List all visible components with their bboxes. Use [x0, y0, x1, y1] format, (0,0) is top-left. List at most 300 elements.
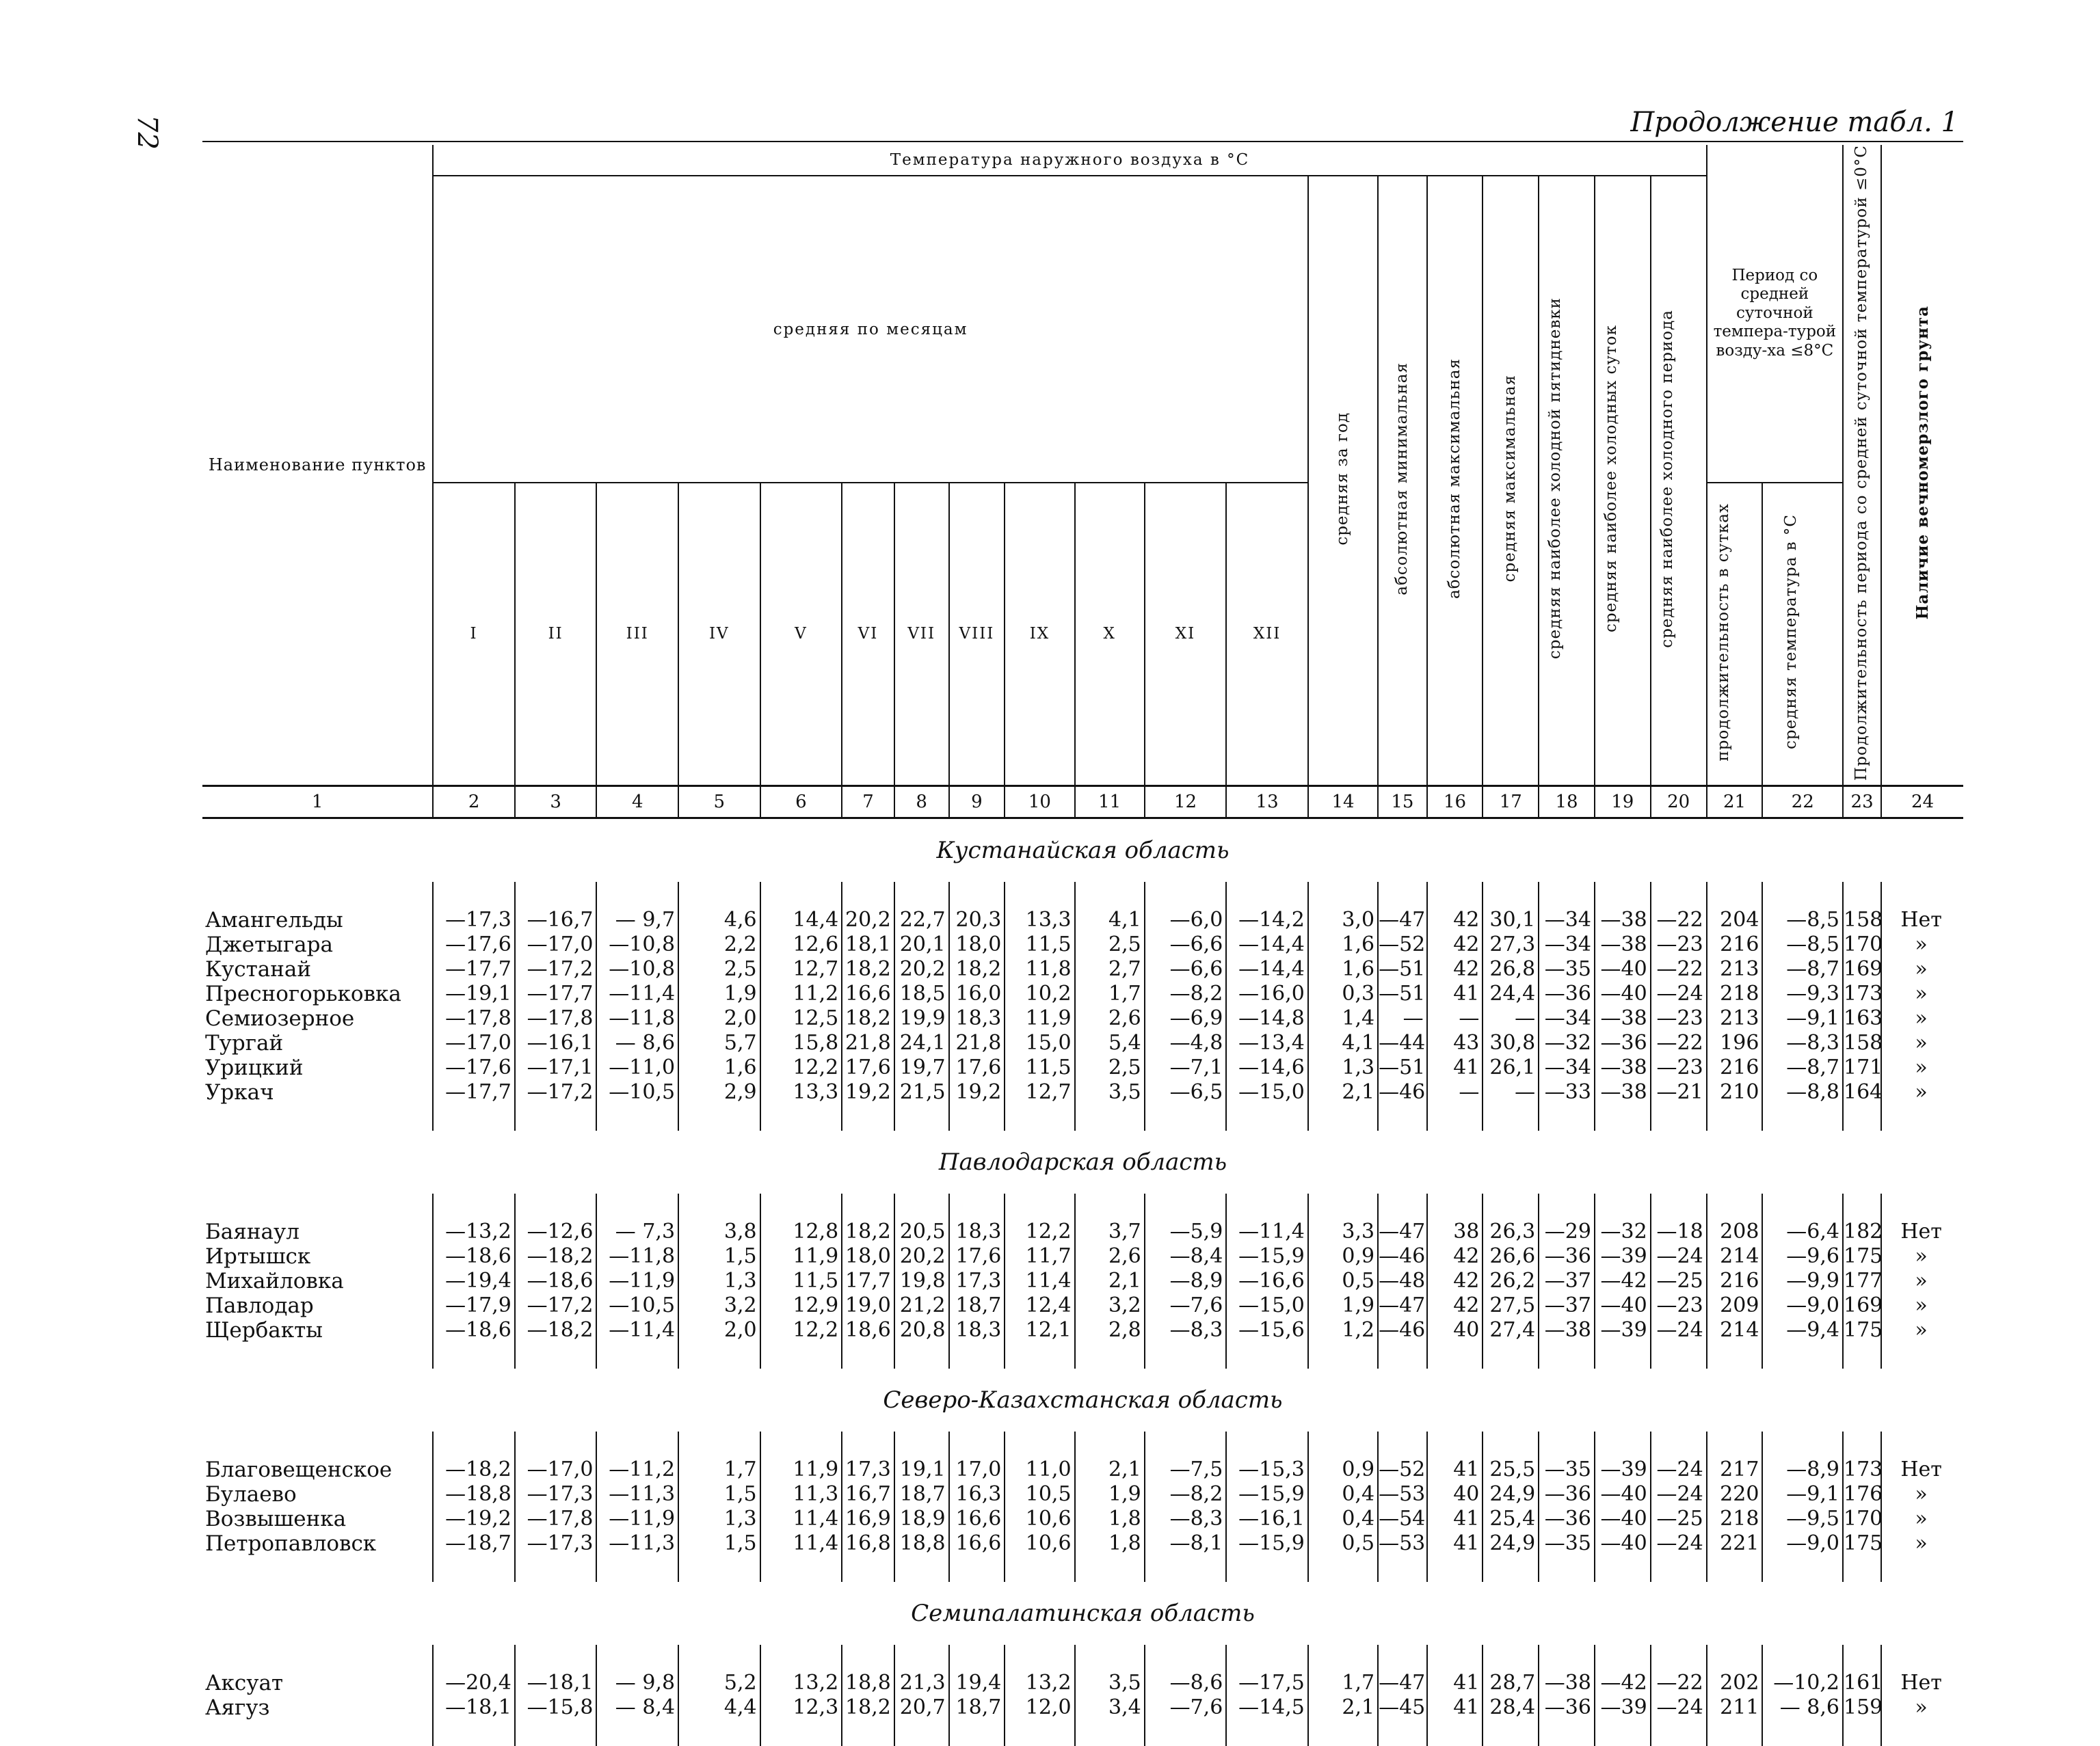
table-cell: —17,0	[433, 1031, 515, 1056]
station-name: Михайловка	[205, 1268, 344, 1293]
table-row	[202, 1671, 1963, 1695]
month-header: IV	[678, 483, 760, 785]
table-cell: —5,9	[1145, 1220, 1227, 1244]
table-cell: —7,5	[1145, 1458, 1227, 1482]
monthly-group-header: средняя по месяцам	[433, 176, 1308, 483]
table-cell: —15,0	[1226, 1293, 1308, 1318]
month-header: I	[433, 483, 515, 785]
table-cell: —15,6	[1226, 1318, 1308, 1343]
column-number: 6	[760, 785, 842, 818]
table-cell: —8,3	[1145, 1507, 1227, 1531]
table-cell: 4,4	[678, 1695, 760, 1720]
table-cell: 24,9	[1483, 1482, 1539, 1507]
table-cell: »	[1881, 1318, 1963, 1343]
table-cell: —8,9	[1145, 1269, 1227, 1293]
table-cell: 20,7	[894, 1695, 949, 1720]
table-cell: —11,0	[596, 1056, 678, 1080]
col24-header	[1881, 145, 1963, 785]
table-cell: —13,2	[433, 1220, 515, 1244]
table-row	[202, 1531, 1963, 1556]
table-cell: »	[1881, 1080, 1963, 1105]
table-cell: 1,8	[1075, 1531, 1145, 1556]
table-row	[202, 1031, 1963, 1056]
table-cell: —8,1	[1145, 1531, 1227, 1556]
table-cell: —52	[1378, 1458, 1427, 1482]
table-cell: —17,1	[515, 1056, 597, 1080]
table-cell: 42	[1427, 908, 1483, 932]
table-cell: —40	[1595, 1507, 1651, 1531]
station-name: Амангельды	[205, 907, 343, 932]
table-row	[202, 982, 1963, 1006]
table-cell: 2,0	[678, 1006, 760, 1031]
table-cell: 5,2	[678, 1671, 760, 1695]
table-cell: —42	[1595, 1269, 1651, 1293]
table-cell: 11,9	[760, 1244, 842, 1269]
table-cell: —6,6	[1145, 957, 1227, 982]
table-cell: 216	[1707, 932, 1763, 957]
table-cell: 173	[1843, 1457, 1883, 1481]
table-cell: 11,5	[1005, 932, 1074, 957]
column-number: 14	[1308, 785, 1378, 818]
col18-label: средняя наиболее холодной пятидневки	[1546, 297, 1565, 660]
col22-header	[1762, 483, 1843, 785]
table-cell: —16,7	[515, 908, 597, 932]
table-cell: 1,7	[678, 1458, 760, 1482]
month-header: III	[596, 483, 678, 785]
table-cell: 220	[1707, 1482, 1763, 1507]
table-cell: —35	[1539, 1458, 1595, 1482]
station-name: Благовещенское	[205, 1457, 393, 1482]
table-cell: — 7,3	[596, 1220, 678, 1244]
table-cell: 4,6	[678, 908, 760, 932]
table-cell: 17,6	[949, 1056, 1005, 1080]
region-gap	[202, 1194, 1963, 1220]
table-cell: 24,1	[894, 1031, 949, 1056]
table-cell: —17,2	[515, 957, 597, 982]
region-title: Павлодарская область	[938, 1148, 1227, 1176]
table-cell: 158	[1843, 1030, 1883, 1055]
col14-label: средняя за год	[1333, 412, 1352, 546]
table-cell: —37	[1539, 1269, 1595, 1293]
table-cell: 18,0	[949, 932, 1005, 957]
table-cell: —8,3	[1145, 1318, 1227, 1343]
region-gap	[202, 1556, 1963, 1582]
table-cell: 213	[1707, 957, 1763, 982]
col14-header	[1308, 176, 1378, 785]
table-cell: 1,9	[1075, 1482, 1145, 1507]
table-cell: 2,5	[678, 957, 760, 982]
table-cell: —8,2	[1145, 982, 1227, 1006]
table-cell: —11,3	[596, 1531, 678, 1556]
table-cell: 1,3	[678, 1269, 760, 1293]
table-cell: »	[1881, 932, 1963, 957]
table-cell: —17,3	[433, 908, 515, 932]
column-number: 2	[433, 785, 515, 818]
table-cell: —11,9	[596, 1507, 678, 1531]
col21-header	[1707, 483, 1763, 785]
region-header-row	[202, 818, 1963, 882]
column-number-row	[202, 785, 1963, 818]
table-cell: —35	[1539, 1531, 1595, 1556]
table-cell: —39	[1595, 1318, 1651, 1343]
table-cell: —17,8	[433, 1006, 515, 1031]
table-cell: — 8,6	[1762, 1695, 1843, 1720]
table-cell: 18,2	[842, 1006, 894, 1031]
table-row	[202, 1056, 1963, 1080]
table-cell: 22,7	[894, 908, 949, 932]
station-name: Уркач	[205, 1079, 274, 1105]
table-cell: —17,6	[433, 932, 515, 957]
table-row	[202, 1269, 1963, 1293]
region-title: Северо-Казахстанская область	[883, 1386, 1283, 1414]
table-cell: 41	[1427, 1507, 1483, 1531]
table-cell: 211	[1707, 1695, 1763, 1720]
table-cell: —14,8	[1226, 1006, 1308, 1031]
table-cell: 3,5	[1075, 1080, 1145, 1105]
table-cell: 175	[1843, 1531, 1883, 1555]
table-cell: 11,5	[1005, 1056, 1074, 1080]
month-header: XI	[1145, 483, 1227, 785]
table-cell: —22	[1651, 908, 1707, 932]
table-cell: 16,7	[842, 1482, 894, 1507]
table-cell: —36	[1539, 982, 1595, 1006]
column-number: 20	[1651, 785, 1707, 818]
table-cell: 28,7	[1483, 1671, 1539, 1695]
table-cell: 16,0	[949, 982, 1005, 1006]
table-cell: 176	[1843, 1481, 1883, 1506]
table-cell: 21,5	[894, 1080, 949, 1105]
station-name: Петропавловск	[205, 1531, 377, 1556]
table-cell: 173	[1843, 981, 1883, 1006]
table-cell: 16,6	[842, 982, 894, 1006]
table-cell: 16,6	[949, 1531, 1005, 1556]
column-number: 4	[596, 785, 678, 818]
table-cell: »	[1881, 1293, 1963, 1318]
table-cell: —11,4	[596, 1318, 678, 1343]
table-cell: 11,0	[1005, 1458, 1074, 1482]
col19-header	[1595, 176, 1651, 785]
table-cell: —25	[1651, 1269, 1707, 1293]
col20-header	[1651, 176, 1707, 785]
table-cell: —40	[1595, 982, 1651, 1006]
table-cell: 217	[1707, 1458, 1763, 1482]
table-cell: 2,1	[1075, 1458, 1145, 1482]
page-number: 72	[131, 115, 163, 150]
table-cell: 11,9	[760, 1458, 842, 1482]
table-cell: —46	[1378, 1244, 1427, 1269]
table-cell: 1,5	[678, 1244, 760, 1269]
table-cell: 2,1	[1075, 1269, 1145, 1293]
table-cell: —36	[1595, 1031, 1651, 1056]
table-cell: 18,8	[842, 1671, 894, 1695]
table-cell: 13,3	[760, 1080, 842, 1105]
table-cell: 218	[1707, 982, 1763, 1006]
name-column-header: Наименование пунктов	[208, 455, 427, 474]
table-cell: 19,4	[949, 1671, 1005, 1695]
table-cell: —6,5	[1145, 1080, 1227, 1105]
table-cell: 16,8	[842, 1531, 894, 1556]
table-cell: 11,4	[760, 1507, 842, 1531]
station-name: Семиозерное	[205, 1006, 355, 1031]
table-cell: 28,4	[1483, 1695, 1539, 1720]
table-cell: 40	[1427, 1318, 1483, 1343]
table-cell: —36	[1539, 1482, 1595, 1507]
table-cell: 11,9	[1005, 1006, 1074, 1031]
table-cell: 12,8	[760, 1220, 842, 1244]
table-cell: —16,1	[515, 1031, 597, 1056]
table-cell: 0,5	[1308, 1531, 1378, 1556]
table-cell: —46	[1378, 1318, 1427, 1343]
table-row	[202, 1507, 1963, 1531]
table-cell: 1,2	[1308, 1318, 1378, 1343]
column-number: 8	[894, 785, 949, 818]
table-cell: —14,4	[1226, 957, 1308, 982]
table-cell: —18,2	[515, 1318, 597, 1343]
table-cell: —22	[1651, 1031, 1707, 1056]
table-cell: —10,5	[596, 1080, 678, 1105]
table-cell: 17,6	[842, 1056, 894, 1080]
table-cell: —17,9	[433, 1293, 515, 1318]
table-cell: 0,3	[1308, 982, 1378, 1006]
climate-table	[202, 145, 1963, 1746]
table-cell: 12,2	[760, 1318, 842, 1343]
table-cell: —24	[1651, 982, 1707, 1006]
table-row	[202, 1244, 1963, 1269]
table-cell: 2,0	[678, 1318, 760, 1343]
col16-header	[1427, 176, 1483, 785]
table-cell: —17,8	[515, 1507, 597, 1531]
table-cell: 2,9	[678, 1080, 760, 1105]
table-cell: —53	[1378, 1482, 1427, 1507]
table-cell: —	[1483, 1080, 1539, 1105]
table-cell: 169	[1843, 1293, 1883, 1317]
table-cell: 26,2	[1483, 1269, 1539, 1293]
table-cell: —8,3	[1762, 1031, 1843, 1056]
table-cell: —17,8	[515, 1006, 597, 1031]
table-cell: 27,5	[1483, 1293, 1539, 1318]
table-cell: 0,5	[1308, 1269, 1378, 1293]
table-cell: 2,6	[1075, 1006, 1145, 1031]
table-cell: 30,8	[1483, 1031, 1539, 1056]
table-cell: 163	[1843, 1006, 1883, 1030]
table-cell: 41	[1427, 1671, 1483, 1695]
table-cell: —36	[1539, 1695, 1595, 1720]
table-cell: —11,3	[596, 1482, 678, 1507]
station-name: Булаево	[205, 1481, 297, 1507]
table-cell: —9,0	[1762, 1531, 1843, 1556]
table-cell: —9,5	[1762, 1507, 1843, 1531]
table-cell: —39	[1595, 1458, 1651, 1482]
station-name: Щербакты	[205, 1317, 323, 1343]
col18-header	[1539, 176, 1595, 785]
table-cell: —18,6	[433, 1244, 515, 1269]
table-cell: —11,2	[596, 1458, 678, 1482]
table-cell: 19,0	[842, 1293, 894, 1318]
table-cell: —18,2	[515, 1244, 597, 1269]
table-cell: 12,2	[760, 1056, 842, 1080]
table-cell: —17,0	[515, 1458, 597, 1482]
table-cell: 2,5	[1075, 932, 1145, 957]
table-cell: —40	[1595, 1531, 1651, 1556]
table-cell: »	[1881, 1006, 1963, 1031]
table-row	[202, 932, 1963, 957]
table-cell: —44	[1378, 1031, 1427, 1056]
table-cell: 18,7	[949, 1293, 1005, 1318]
table-cell: —10,8	[596, 957, 678, 982]
table-row	[202, 1318, 1963, 1343]
table-row	[202, 1293, 1963, 1318]
table-cell: —32	[1539, 1031, 1595, 1056]
table-cell: —20,4	[433, 1671, 515, 1695]
table-cell: —14,6	[1226, 1056, 1308, 1080]
region-gap	[202, 1720, 1963, 1746]
table-cell: —15,8	[515, 1695, 597, 1720]
table-cell: 169	[1843, 956, 1883, 981]
table-cell: 12,4	[1005, 1293, 1074, 1318]
table-cell: 26,1	[1483, 1056, 1539, 1080]
table-cell: —19,2	[433, 1507, 515, 1531]
column-number: 15	[1378, 785, 1427, 818]
table-cell: —15,9	[1226, 1531, 1308, 1556]
table-cell: —37	[1539, 1293, 1595, 1318]
table-cell: 3,2	[678, 1293, 760, 1318]
table-cell: 11,4	[760, 1531, 842, 1556]
table-cell: —22	[1651, 1671, 1707, 1695]
table-cell: 171	[1843, 1055, 1883, 1079]
table-cell: Нет	[1881, 1458, 1963, 1482]
table-cell: 221	[1707, 1531, 1763, 1556]
table-cell: 20,5	[894, 1220, 949, 1244]
table-cell: —16,1	[1226, 1507, 1308, 1531]
table-cell: —35	[1539, 957, 1595, 982]
table-cell: —24	[1651, 1244, 1707, 1269]
table-cell: 208	[1707, 1220, 1763, 1244]
table-cell: 21,3	[894, 1671, 949, 1695]
month-header: VI	[842, 483, 894, 785]
table-cell: 18,6	[842, 1318, 894, 1343]
table-row	[202, 908, 1963, 932]
table-cell: 10,5	[1005, 1482, 1074, 1507]
table-cell: 24,9	[1483, 1531, 1539, 1556]
table-cell: —	[1378, 1006, 1427, 1031]
table-cell: —8,5	[1762, 932, 1843, 957]
table-cell: — 9,8	[596, 1671, 678, 1695]
table-cell: —23	[1651, 1293, 1707, 1318]
table-cell: 27,4	[1483, 1318, 1539, 1343]
table-cell: »	[1881, 1056, 1963, 1080]
table-cell: —54	[1378, 1507, 1427, 1531]
table-cell: —8,7	[1762, 1056, 1843, 1080]
table-cell: —17,3	[515, 1482, 597, 1507]
table-row	[202, 1695, 1963, 1720]
table-cell: 10,6	[1005, 1507, 1074, 1531]
station-name: Аксуат	[205, 1670, 284, 1695]
table-cell: Нет	[1881, 1671, 1963, 1695]
table-cell: 18,3	[949, 1220, 1005, 1244]
table-cell: »	[1881, 982, 1963, 1006]
table-cell: —34	[1539, 1006, 1595, 1031]
table-cell: 12,6	[760, 932, 842, 957]
table-cell: —6,6	[1145, 932, 1227, 957]
table-row	[202, 1220, 1963, 1244]
station-name: Джетыгара	[205, 932, 333, 957]
table-cell: —15,0	[1226, 1080, 1308, 1105]
table-cell: —9,1	[1762, 1006, 1843, 1031]
table-cell: 11,4	[1005, 1269, 1074, 1293]
region-header-row	[202, 1131, 1963, 1194]
table-cell: »	[1881, 1244, 1963, 1269]
table-cell: 161	[1843, 1670, 1883, 1695]
table-cell: 2,2	[678, 932, 760, 957]
table-cell: 175	[1843, 1317, 1883, 1342]
region-gap	[202, 1105, 1963, 1131]
table-cell: —18,6	[433, 1318, 515, 1343]
table-cell: —17,7	[433, 1080, 515, 1105]
table-cell: 170	[1843, 932, 1883, 956]
col24-label: Наличие вечномерзлого грунта	[1913, 306, 1932, 620]
table-cell: 16,9	[842, 1507, 894, 1531]
table-cell: 2,7	[1075, 957, 1145, 982]
table-cell: —52	[1378, 932, 1427, 957]
col22-label: средняя температура в °С	[1782, 514, 1800, 750]
table-cell: —18,7	[433, 1531, 515, 1556]
table-cell: —24	[1651, 1318, 1707, 1343]
table-cell: Нет	[1881, 908, 1963, 932]
table-cell: —24	[1651, 1482, 1707, 1507]
table-cell: 19,7	[894, 1056, 949, 1080]
column-number: 10	[1005, 785, 1074, 818]
table-cell: —24	[1651, 1531, 1707, 1556]
col23-header	[1843, 145, 1881, 785]
table-cell: —17,0	[515, 932, 597, 957]
table-cell: —25	[1651, 1507, 1707, 1531]
table-cell: —38	[1595, 932, 1651, 957]
table-cell: —9,9	[1762, 1269, 1843, 1293]
table-cell: 1,7	[1075, 982, 1145, 1006]
station-name: Тургай	[205, 1030, 284, 1056]
table-cell: —9,4	[1762, 1318, 1843, 1343]
table-cell: —38	[1595, 1080, 1651, 1105]
column-number: 18	[1539, 785, 1595, 818]
table-cell: 19,1	[894, 1458, 949, 1482]
column-number: 21	[1707, 785, 1763, 818]
table-cell: »	[1881, 1507, 1963, 1531]
table-cell: 42	[1427, 1293, 1483, 1318]
table-cell: 2,8	[1075, 1318, 1145, 1343]
table-cell: 1,4	[1308, 1006, 1378, 1031]
table-cell: 12,7	[1005, 1080, 1074, 1105]
table-cell: —12,6	[515, 1220, 597, 1244]
table-cell: 1,7	[1308, 1671, 1378, 1695]
table-cell: —8,8	[1762, 1080, 1843, 1105]
table-cell: —18,1	[433, 1695, 515, 1720]
table-cell: 1,3	[678, 1507, 760, 1531]
table-cell: 12,9	[760, 1293, 842, 1318]
column-number: 7	[842, 785, 894, 818]
table-cell: 20,2	[842, 908, 894, 932]
table-cell: 2,5	[1075, 1056, 1145, 1080]
table-cell: 182	[1843, 1219, 1883, 1244]
table-cell: —	[1427, 1080, 1483, 1105]
table-cell: —6,0	[1145, 908, 1227, 932]
table-cell: 20,2	[894, 1244, 949, 1269]
table-cell: 17,3	[949, 1269, 1005, 1293]
table-cell: —24	[1651, 1695, 1707, 1720]
table-cell: 11,2	[760, 982, 842, 1006]
table-cell: 18,2	[949, 957, 1005, 982]
table-cell: —47	[1378, 1220, 1427, 1244]
column-number: 1	[202, 785, 433, 818]
